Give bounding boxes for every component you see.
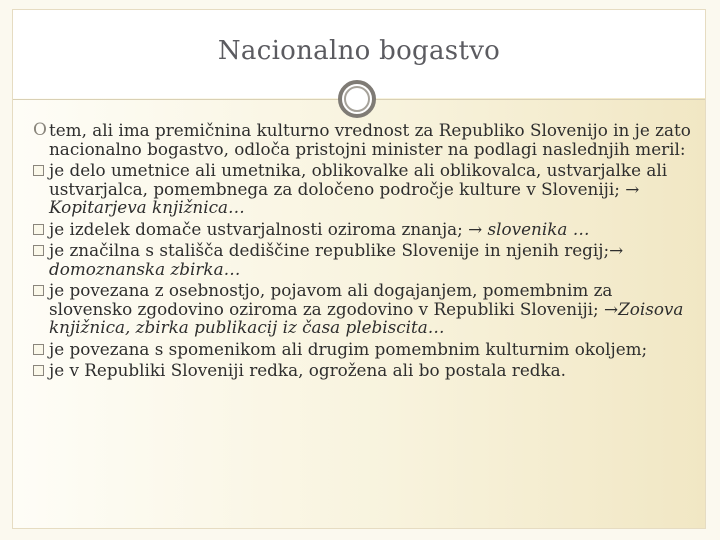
item-emphasis: slovenika … <box>487 218 590 239</box>
item-text: je izdelek domače ustvarjalnosti oziroma znanja; → <box>49 218 488 239</box>
square-bullet-icon <box>33 224 44 235</box>
list-item <box>33 361 698 380</box>
item-text: je v Republiki Sloveniji redka, ogrožena ali bo postala redka. <box>49 360 566 380</box>
item-text: je povezana s spomenikom ali drugim pomembnim kulturnim okoljem; <box>49 338 648 359</box>
square-bullet-icon <box>33 245 44 256</box>
list-item <box>33 281 698 337</box>
circle-bullet-icon: O <box>33 120 47 140</box>
bullet-list <box>33 121 698 383</box>
square-bullet-icon <box>33 344 44 355</box>
item-emphasis: Kopitarjeva knjižnica… <box>49 197 245 217</box>
item-text: tem, ali ima premičnina kulturno vrednost za Republiko Slovenijo in je zato nacionalno bogastvo, odloča pristojni minister na podlagi naslednjih meril: <box>49 120 691 159</box>
square-bullet-icon <box>33 365 44 376</box>
list-item <box>33 161 698 217</box>
slide-title: Nacionalno bogastvo <box>217 36 501 66</box>
item-text: je povezana z osebnostjo, pojavom ali dogajanjem, pomembnim za slovensko zgodovino oziroma za zgodovino v Republiki Sloveniji; <box>49 280 613 319</box>
item-text: je značilna s stališča dediščine republike Slovenije in njenih regij;→ <box>49 240 624 260</box>
square-bullet-icon <box>33 165 44 176</box>
item-emphasis: →Zoisova knjižnica, zbirka publikacij iz časa plebiscita… <box>49 298 684 337</box>
list-item <box>33 340 698 359</box>
square-bullet-icon <box>33 285 44 296</box>
list-item <box>33 121 698 158</box>
divider-circle-ornament <box>338 80 376 118</box>
item-emphasis: domoznanska zbirka… <box>49 258 241 279</box>
item-text: je delo umetnice ali umetnika, oblikovalke ali oblikovalca, ustvarjalke ali ustvarjalca, pomembnega za določeno področje kulture v Sloveniji; → <box>49 160 668 199</box>
list-item <box>33 220 698 239</box>
list-item <box>33 241 698 278</box>
